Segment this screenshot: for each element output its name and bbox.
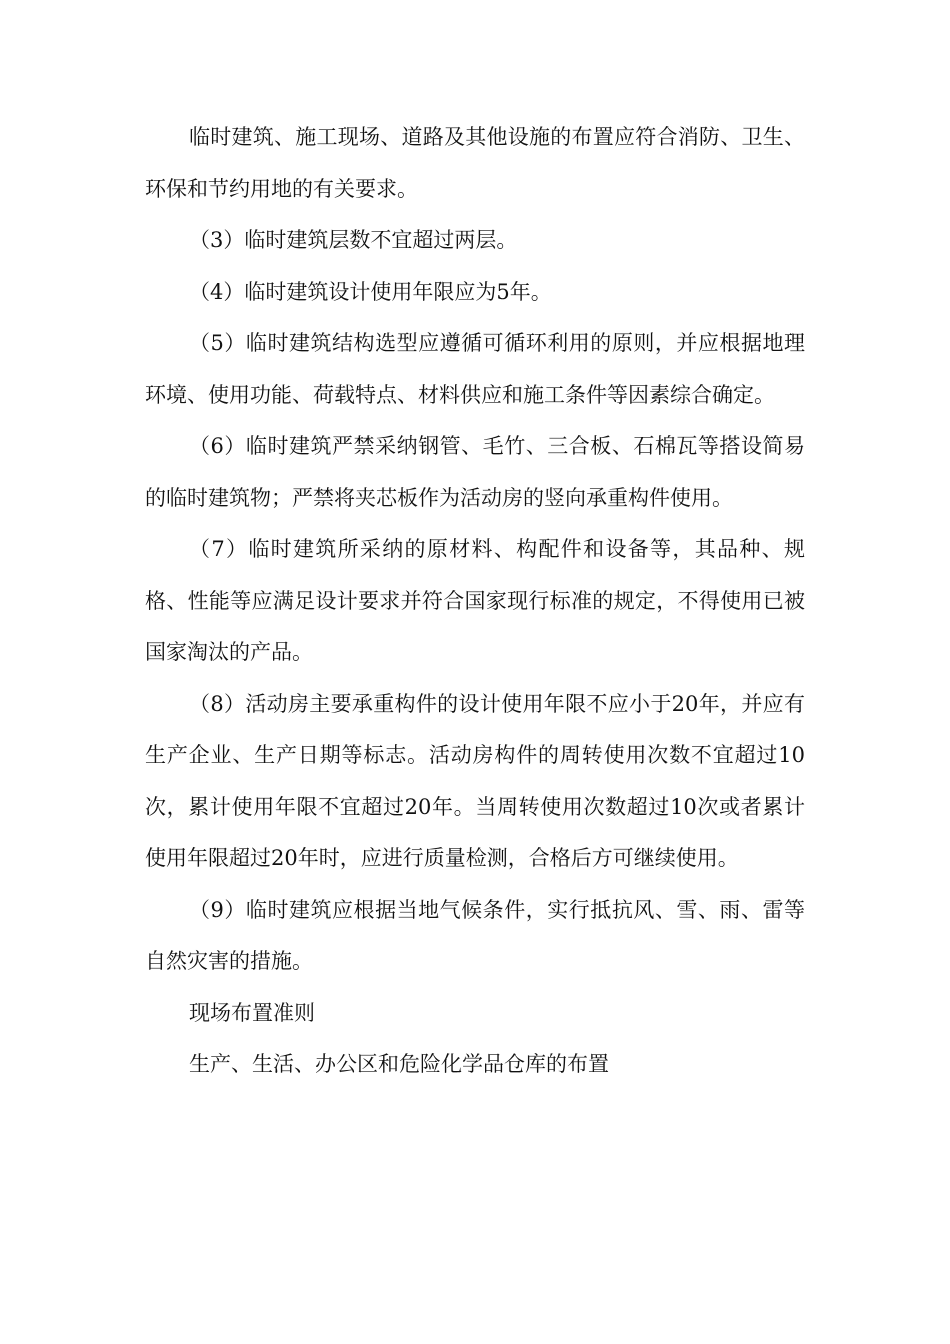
- paragraph-item-7: （7）临时建筑所采纳的原材料、构配件和设备等，其品种、规格、性能等应满足设计要求并符合国家现行标准的规定，不得使用已被国家淘汰的产品。: [145, 537, 805, 664]
- section-heading-site-layout-principles: 现场布置准则: [189, 1000, 315, 1025]
- document-body: [145, 112, 805, 1091]
- paragraph-item-4: （4）临时建筑设计使用年限应为5年。: [189, 279, 552, 304]
- paragraph-item-6: （6）临时建筑严禁采纳钢管、毛竹、三合板、石棉瓦等搭设简易的临时建筑物；严禁将夹芯板作为活动房的竖向承重构件使用。: [145, 434, 805, 510]
- paragraph-item-8: （8）活动房主要承重构件的设计使用年限不应小于20年，并应有生产企业、生产日期等标志。活动房构件的周转使用次数不宜超过10次，累计使用年限不宜超过20年。当周转使用次数超过10次或者累计使用年限超过20年时，应进行质量检测，合格后方可继续使用。: [145, 691, 805, 870]
- paragraph-item-5: （5）临时建筑结构选型应遵循可循环利用的原则，并应根据地理环境、使用功能、荷载特点、材料供应和施工条件等因素综合确定。: [145, 331, 805, 407]
- section-heading-area-arrangement: 生产、生活、办公区和危险化学品仓库的布置: [189, 1052, 609, 1076]
- paragraph-item-3: （3）临时建筑层数不宜超过两层。: [189, 228, 518, 252]
- paragraph-site-layout-requirements: 临时建筑、施工现场、道路及其他设施的布置应符合消防、卫生、环保和节约用地的有关要求。: [145, 125, 805, 201]
- paragraph-item-9: （9）临时建筑应根据当地气候条件，实行抵抗风、雪、雨、雷等自然灾害的措施。: [145, 897, 805, 973]
